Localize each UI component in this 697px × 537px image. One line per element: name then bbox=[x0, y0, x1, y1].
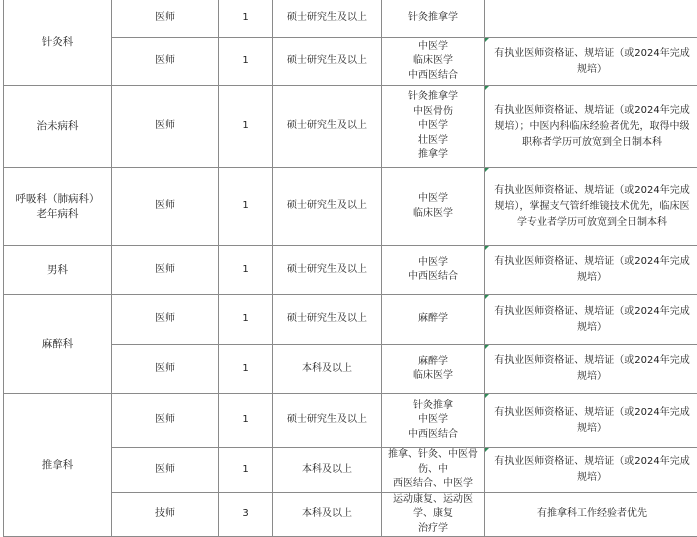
major-cell: 运动康复、运动医学、康复 治疗学 bbox=[382, 492, 485, 537]
position-title-cell: 医师 bbox=[112, 0, 219, 38]
major-cell: 针灸推拿 中医学 中西医结合 bbox=[382, 394, 485, 448]
major-cell: 麻醉学 临床医学 bbox=[382, 345, 485, 394]
education-cell: 硕士研究生及以上 bbox=[273, 246, 382, 295]
requirement-cell: 有执业医师资格证、规培证（或2024年完成 规培） bbox=[485, 295, 697, 345]
major-cell: 中医学 临床医学 bbox=[382, 168, 485, 246]
position-title-cell: 技师 bbox=[112, 492, 219, 537]
department-cell: 男科 bbox=[4, 246, 112, 295]
headcount-cell: 1 bbox=[219, 168, 273, 246]
requirement-cell bbox=[485, 0, 697, 38]
headcount-cell: 1 bbox=[219, 448, 273, 493]
major-cell: 麻醉学 bbox=[382, 295, 485, 345]
position-title-cell: 医师 bbox=[112, 86, 219, 168]
position-title-cell: 医师 bbox=[112, 295, 219, 345]
headcount-cell: 1 bbox=[219, 86, 273, 168]
headcount-cell: 1 bbox=[219, 394, 273, 448]
headcount-cell: 1 bbox=[219, 246, 273, 295]
requirement-cell: 有执业医师资格证、规培证（或2024年完成 规培） bbox=[485, 246, 697, 295]
department-cell: 治未病科 bbox=[4, 86, 112, 168]
major-cell: 中医学 中西医结合 bbox=[382, 246, 485, 295]
position-title-cell: 医师 bbox=[112, 394, 219, 448]
position-title-cell: 医师 bbox=[112, 38, 219, 86]
headcount-cell: 1 bbox=[219, 0, 273, 38]
education-cell: 硕士研究生及以上 bbox=[273, 86, 382, 168]
headcount-cell: 1 bbox=[219, 295, 273, 345]
requirement-cell: 有执业医师资格证、规培证（或2024年完成 规培） bbox=[485, 38, 697, 86]
table-row bbox=[4, 394, 697, 448]
department-cell: 针灸科 bbox=[4, 0, 112, 86]
requirement-cell: 有执业医师资格证、规培证（或2024年完成 规培） bbox=[485, 448, 697, 493]
table-row bbox=[4, 86, 697, 168]
requirement-cell: 有执业医师资格证、规培证（或2024年完成 规培），掌握支气管纤维镜技术优先，临床医 学专业者学历可放宽到全日制本科 bbox=[485, 168, 697, 246]
headcount-cell: 3 bbox=[219, 492, 273, 537]
recruitment-table bbox=[3, 0, 697, 537]
table-row bbox=[4, 246, 697, 295]
position-title-cell: 医师 bbox=[112, 448, 219, 493]
table-row bbox=[4, 168, 697, 246]
headcount-cell: 1 bbox=[219, 345, 273, 394]
education-cell: 硕士研究生及以上 bbox=[273, 38, 382, 86]
major-cell: 中医学 临床医学 中西医结合 bbox=[382, 38, 485, 86]
headcount-cell: 1 bbox=[219, 38, 273, 86]
requirement-cell: 有执业医师资格证、规培证（或2024年完成 规培） bbox=[485, 394, 697, 448]
education-cell: 本科及以上 bbox=[273, 345, 382, 394]
department-cell: 麻醉科 bbox=[4, 295, 112, 394]
education-cell: 硕士研究生及以上 bbox=[273, 295, 382, 345]
position-title-cell: 医师 bbox=[112, 168, 219, 246]
requirement-cell: 有执业医师资格证、规培证（或2024年完成 规培）；中医内科临床经验者优先，取得中级 职称者学历可放宽到全日制本科 bbox=[485, 86, 697, 168]
education-cell: 本科及以上 bbox=[273, 448, 382, 493]
department-cell: 呼吸科（肺病科） 老年病科 bbox=[4, 168, 112, 246]
requirement-cell: 有执业医师资格证、规培证（或2024年完成 规培） bbox=[485, 345, 697, 394]
major-cell: 推拿、针灸、中医骨伤、中 西医结合、中医学 bbox=[382, 448, 485, 493]
education-cell: 硕士研究生及以上 bbox=[273, 0, 382, 38]
major-cell: 针灸推拿学 bbox=[382, 0, 485, 38]
position-title-cell: 医师 bbox=[112, 345, 219, 394]
education-cell: 硕士研究生及以上 bbox=[273, 394, 382, 448]
education-cell: 硕士研究生及以上 bbox=[273, 168, 382, 246]
education-cell: 本科及以上 bbox=[273, 492, 382, 537]
major-cell: 针灸推拿学 中医骨伤 中医学 壮医学 推拿学 bbox=[382, 86, 485, 168]
position-title-cell: 医师 bbox=[112, 246, 219, 295]
table-row bbox=[4, 0, 697, 38]
requirement-cell: 有推拿科工作经验者优先 bbox=[485, 492, 697, 537]
table-row bbox=[4, 295, 697, 345]
department-cell: 推拿科 bbox=[4, 394, 112, 537]
